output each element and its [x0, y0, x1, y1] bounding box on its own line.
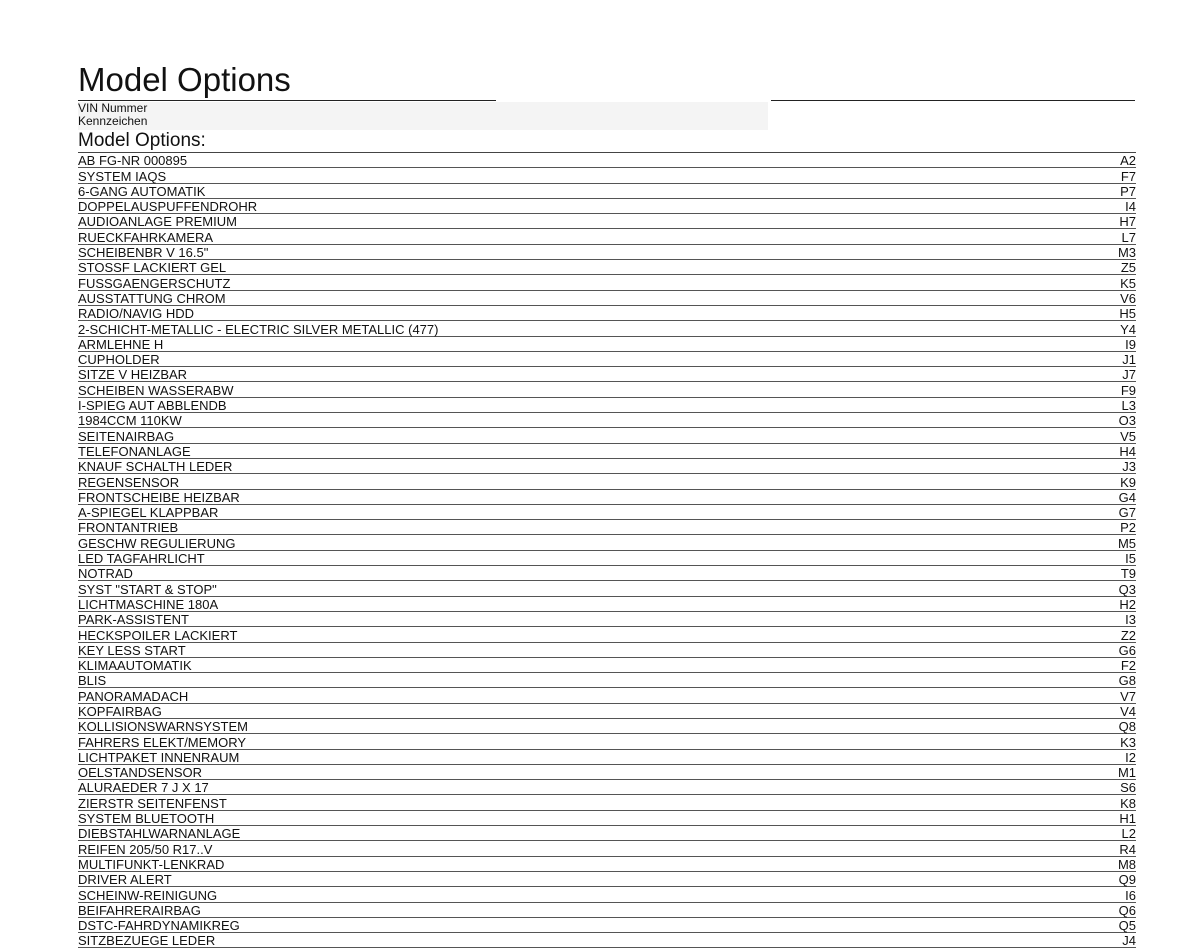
option-code: M8 [1117, 856, 1136, 872]
option-row [78, 153, 1136, 168]
option-name: OELSTANDSENSOR [78, 765, 203, 781]
option-name: PANORAMADACH [78, 688, 189, 704]
option-name: AUDIOANLAGE PREMIUM [78, 214, 237, 230]
option-code: I9 [1125, 336, 1136, 352]
option-name: DRIVER ALERT [78, 872, 172, 888]
plate-label: Kennzeichen [78, 114, 148, 128]
option-name: DSTC-FAHRDYNAMIKREG [78, 918, 240, 934]
option-name: SITZBEZUEGE LEDER [78, 933, 216, 948]
option-code: M3 [1117, 245, 1136, 261]
option-name: 1984CCM 110KW [78, 413, 182, 429]
option-row [78, 719, 1136, 734]
option-row [78, 367, 1136, 382]
option-code: K9 [1120, 474, 1136, 490]
option-name: BEIFAHRERAIRBAG [78, 902, 201, 918]
option-name: PARK-ASSISTENT [78, 612, 190, 628]
option-row [78, 903, 1136, 918]
option-name: 2-SCHICHT-METALLIC - ELECTRIC SILVER METALLIC (477) [78, 321, 439, 337]
option-name: MULTIFUNKT-LENKRAD [78, 856, 225, 872]
option-row [78, 780, 1136, 795]
option-row [78, 229, 1136, 244]
option-row [78, 643, 1136, 658]
option-code: R4 [1119, 841, 1136, 857]
option-name: ZIERSTR SEITENFENST [78, 795, 227, 811]
option-row [78, 413, 1136, 428]
option-name: DIEBSTAHLWARNANLAGE [78, 826, 241, 842]
option-row [78, 291, 1136, 306]
option-code: J7 [1122, 367, 1136, 383]
option-code: G4 [1118, 489, 1136, 505]
option-name: RADIO/NAVIG HDD [78, 306, 195, 322]
option-row [78, 520, 1136, 535]
option-row [78, 474, 1136, 489]
option-code: L7 [1121, 229, 1136, 245]
option-row [78, 199, 1136, 214]
option-row [78, 459, 1136, 474]
option-code: K8 [1120, 795, 1136, 811]
option-name: RUECKFAHRKAMERA [78, 229, 214, 245]
option-name: I-SPIEG AUT ABBLENDB [78, 398, 227, 414]
option-row [78, 750, 1136, 765]
option-code: Q5 [1118, 918, 1136, 934]
option-code: K5 [1120, 275, 1136, 291]
option-code: I3 [1125, 612, 1136, 628]
option-code: L2 [1121, 826, 1136, 842]
option-code: G6 [1118, 642, 1136, 658]
vehicle-info-box [78, 102, 768, 130]
option-name: HECKSPOILER LACKIERT [78, 627, 238, 643]
option-row [78, 704, 1136, 719]
option-name: ALURAEDER 7 J X 17 [78, 780, 209, 796]
option-code: Z5 [1120, 260, 1136, 276]
option-row [78, 337, 1136, 352]
option-code: I5 [1125, 551, 1136, 567]
option-row [78, 382, 1136, 397]
title-underline-right [771, 100, 1135, 101]
option-name: GESCHW REGULIERUNG [78, 535, 236, 551]
option-code: V4 [1120, 703, 1136, 719]
option-row [78, 352, 1136, 367]
option-code: I2 [1125, 749, 1136, 765]
option-code: S6 [1120, 780, 1136, 796]
option-name: KOLLISIONSWARNSYSTEM [78, 719, 248, 735]
option-code: Q6 [1118, 902, 1136, 918]
option-row [78, 581, 1136, 596]
option-name: SCHEIBEN WASSERABW [78, 382, 234, 398]
option-row [78, 841, 1136, 856]
option-code: H2 [1119, 596, 1136, 612]
option-code: H1 [1119, 811, 1136, 827]
option-row [78, 887, 1136, 902]
option-code: V7 [1120, 688, 1136, 704]
option-name: SCHEINW-REINIGUNG [78, 887, 218, 903]
option-row [78, 765, 1136, 780]
option-row [78, 811, 1136, 826]
option-row [78, 795, 1136, 810]
option-name: A-SPIEGEL KLAPPBAR [78, 505, 219, 521]
option-row [78, 505, 1136, 520]
option-name: SYSTEM IAQS [78, 168, 167, 184]
option-name: SYST "START & STOP" [78, 581, 217, 597]
option-code: H5 [1119, 306, 1136, 322]
option-name: SEITENAIRBAG [78, 428, 175, 444]
option-name: REGENSENSOR [78, 474, 180, 490]
option-name: KLIMAAUTOMATIK [78, 658, 192, 674]
option-code: Y4 [1120, 321, 1136, 337]
option-code: J1 [1122, 352, 1136, 368]
option-row [78, 566, 1136, 581]
option-code: T9 [1120, 566, 1136, 582]
option-name: LICHTPAKET INNENRAUM [78, 749, 240, 765]
option-code: M1 [1117, 765, 1136, 781]
option-name: FRONTANTRIEB [78, 520, 179, 536]
option-row [78, 857, 1136, 872]
option-code: P2 [1120, 520, 1136, 536]
option-row [78, 535, 1136, 550]
option-row [78, 734, 1136, 749]
option-name: TELEFONANLAGE [78, 443, 191, 459]
option-row [78, 872, 1136, 887]
document-title: Model Options [78, 61, 291, 98]
option-row [78, 688, 1136, 703]
option-code: I6 [1125, 887, 1136, 903]
option-name: AB FG-NR 000895 [78, 153, 188, 169]
option-code: F9 [1120, 382, 1136, 398]
option-row [78, 551, 1136, 566]
option-row [78, 245, 1136, 260]
option-code: P7 [1120, 183, 1136, 199]
option-code: G7 [1118, 505, 1136, 521]
option-row [78, 490, 1136, 505]
option-row [78, 398, 1136, 413]
option-row [78, 444, 1136, 459]
option-row [78, 658, 1136, 673]
option-name: DOPPELAUSPUFFENDROHR [78, 199, 258, 215]
option-name: AUSSTATTUNG CHROM [78, 290, 226, 306]
option-code: Z2 [1120, 627, 1136, 643]
option-code: M5 [1117, 535, 1136, 551]
option-code: Q3 [1118, 581, 1136, 597]
option-code: I4 [1125, 199, 1136, 215]
option-name: SYSTEM BLUETOOTH [78, 811, 215, 827]
option-row [78, 168, 1136, 183]
option-name: SCHEIBENBR V 16.5" [78, 245, 209, 261]
option-row [78, 918, 1136, 933]
option-row [78, 627, 1136, 642]
option-name: KOPFAIRBAG [78, 703, 162, 719]
option-name: FUSSGAENGERSCHUTZ [78, 275, 231, 291]
option-name: 6-GANG AUTOMATIK [78, 183, 206, 199]
option-row [78, 612, 1136, 627]
option-name: CUPHOLDER [78, 352, 160, 368]
option-row [78, 673, 1136, 688]
option-name: SITZE V HEIZBAR [78, 367, 188, 383]
option-code: H7 [1119, 214, 1136, 230]
option-name: STOSSF LACKIERT GEL [78, 260, 227, 276]
option-code: H4 [1119, 443, 1136, 459]
option-row [78, 306, 1136, 321]
option-code: G8 [1118, 673, 1136, 689]
option-name: BLIS [78, 673, 107, 689]
option-name: ARMLEHNE H [78, 336, 164, 352]
option-row [78, 275, 1136, 290]
option-code: J4 [1122, 933, 1136, 948]
options-table [78, 152, 1136, 948]
option-row [78, 214, 1136, 229]
option-name: KEY LESS START [78, 642, 186, 658]
option-row [78, 321, 1136, 336]
option-code: F2 [1120, 658, 1136, 674]
option-name: KNAUF SCHALTH LEDER [78, 459, 233, 475]
option-name: FAHRERS ELEKT/MEMORY [78, 734, 247, 750]
option-code: J3 [1122, 459, 1136, 475]
option-code: V5 [1120, 428, 1136, 444]
option-row [78, 826, 1136, 841]
option-name: LED TAGFAHRLICHT [78, 551, 205, 567]
option-code: Q9 [1118, 872, 1136, 888]
option-row [78, 260, 1136, 275]
option-code: O3 [1118, 413, 1136, 429]
option-name: REIFEN 205/50 R17..V [78, 841, 213, 857]
option-name: NOTRAD [78, 566, 133, 582]
vin-label: VIN Nummer [78, 101, 148, 115]
option-code: K3 [1120, 734, 1136, 750]
option-code: A2 [1120, 153, 1136, 169]
option-name: LICHTMASCHINE 180A [78, 596, 219, 612]
option-code: Q8 [1118, 719, 1136, 735]
option-code: V6 [1120, 290, 1136, 306]
option-code: L3 [1121, 398, 1136, 414]
option-name: FRONTSCHEIBE HEIZBAR [78, 489, 240, 505]
option-code: F7 [1120, 168, 1136, 184]
option-row [78, 184, 1136, 199]
option-row [78, 597, 1136, 612]
options-heading: Model Options: [78, 130, 206, 151]
option-row [78, 933, 1136, 948]
option-row [78, 428, 1136, 443]
